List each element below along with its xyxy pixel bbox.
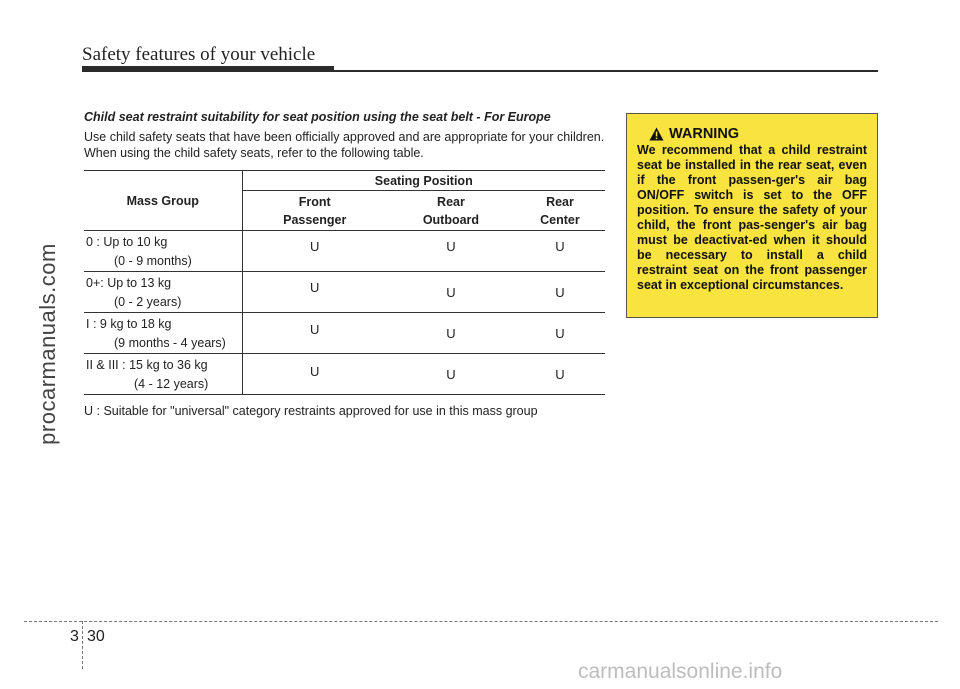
footer-divider [82,621,83,669]
column-header-line1: Rear [437,194,465,209]
chapter-number: 3 [70,628,79,645]
rear-outboard-value: U [387,354,515,395]
age-range: (0 - 9 months) [114,254,192,268]
seating-position-header: Seating Position [242,171,605,191]
mass-group-cell [84,354,242,395]
header-rule-thin [334,70,878,72]
age-range: (0 - 2 years) [114,295,182,309]
mass-group-cell [84,231,242,272]
warning-text: We recommend that a child restraint seat be installed in the rear seat, even if the front passen-ger's air bag ON/OFF switch is set to the OFF position. To ensure the safety of your child, the front pas-senger's air bag must be deactivat-ed when it should be necessary to install a child restraint seat on the front passenger seat in exceptional circumstances. [637,143,867,292]
bottom-watermark: carmanualsonline.info [578,660,783,683]
rear-outboard-value: U [387,231,515,272]
rear-center-value: U [515,231,605,272]
table-footnote: U : Suitable for "universal" category restraints approved for use in this mass group [84,404,538,418]
section-heading: Child seat restraint suitability for seat position using the seat belt - For Europe [84,110,551,124]
mass-range: 0 : Up to 10 kg [86,235,168,249]
footer-rule [24,621,938,622]
warning-title: WARNING [669,126,740,142]
page-header-title: Safety features of your vehicle [82,44,316,65]
age-range: (9 months - 4 years) [114,336,226,350]
mass-range: I : 9 kg to 18 kg [86,317,172,331]
warning-box [626,113,878,318]
age-range: (4 - 12 years) [134,377,209,391]
column-header-line2: Outboard [422,212,480,227]
column-header-line1: Rear [546,194,574,209]
warning-triangle-icon [649,127,664,141]
table-row [84,272,605,313]
table-header-row [84,171,605,191]
page-number: 30 [87,628,105,645]
mass-group-cell [84,313,242,354]
mass-group-cell [84,272,242,313]
intro-paragraph: Use child safety seats that have been officially approved and are appropriate for your children. When using the child safety seats, refer to the following table. [84,130,605,160]
table-row [84,231,605,272]
column-header-front-passenger [242,191,387,231]
side-watermark: procarmanuals.com [35,243,60,445]
column-header-line1: Front [298,194,331,209]
mass-group-header: Mass Group [84,171,242,231]
front-passenger-value: U [242,313,387,354]
column-header-line2: Center [540,212,580,227]
table-row [84,313,605,354]
column-header-rear-outboard [387,191,515,231]
column-header-line2: Passenger [283,212,347,227]
rear-outboard-value: U [387,313,515,354]
rear-center-value: U [515,313,605,354]
front-passenger-value: U [242,354,387,395]
column-header-rear-center [515,191,605,231]
header-rule-thick [82,66,334,72]
table-row [84,354,605,395]
child-seat-suitability-table [84,170,605,395]
rear-center-value: U [515,354,605,395]
warning-title-row [649,126,867,142]
rear-center-value: U [515,272,605,313]
front-passenger-value: U [242,231,387,272]
mass-range: II & III : 15 kg to 36 kg [86,358,208,372]
front-passenger-value: U [242,272,387,313]
rear-outboard-value: U [387,272,515,313]
mass-range: 0+: Up to 13 kg [86,276,172,290]
